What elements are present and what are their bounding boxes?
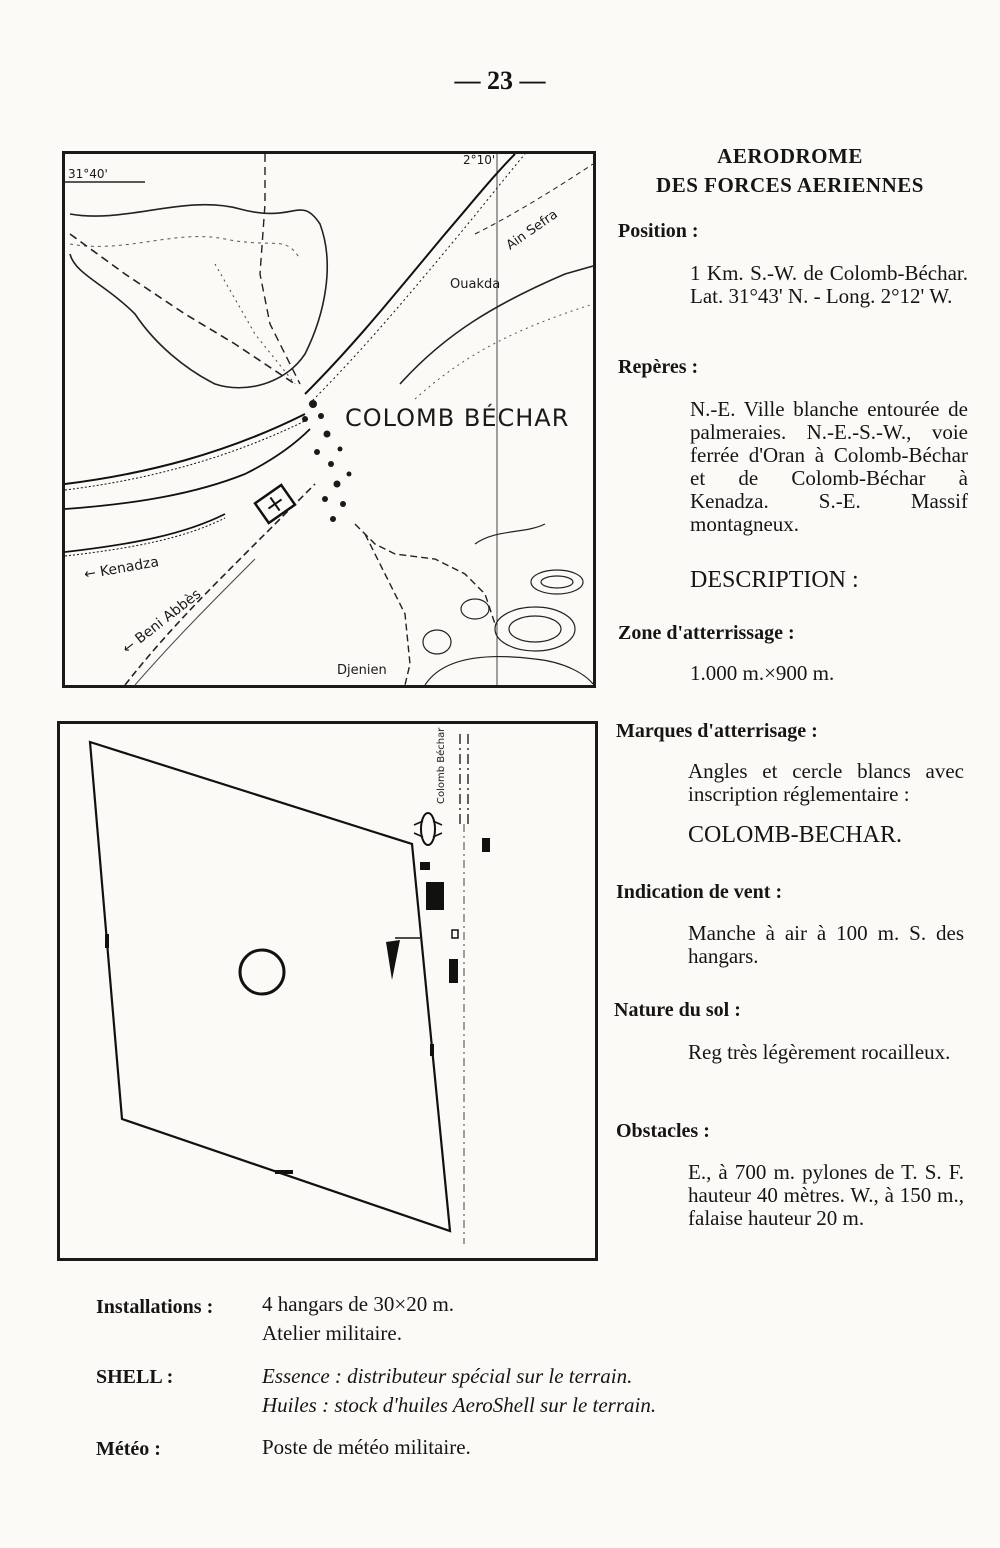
ain-sefra-label: Ain Sefra	[503, 207, 561, 254]
zone-heading: Zone d'atterrissage :	[618, 622, 795, 644]
vent-heading: Indication de vent :	[616, 881, 783, 903]
beni-abbes-label: ← Beni Abbès	[119, 586, 205, 658]
installations-label: Installations :	[96, 1296, 214, 1318]
title-line-1: AERODROME	[717, 144, 863, 168]
reperes-heading: Repères :	[618, 356, 699, 378]
vent-text: Manche à air à 100 m. S. des hangars.	[688, 921, 964, 968]
shell-line-2: Huiles : stock d'huiles AeroShell sur le terrain.	[262, 1393, 657, 1417]
meteo-label: Météo :	[96, 1438, 161, 1460]
meteo-text: Poste de météo militaire.	[262, 1435, 471, 1459]
road-label: Colomb Béchar	[436, 727, 447, 804]
installations-line-1: 4 hangars de 30×20 m.	[262, 1292, 455, 1316]
reperes-text: N.-E. Ville blanche entourée de palmeraies. N.-E.-S.-W., voie ferrée d'Oran à Colomb-Béchar et de Colomb-Béchar à Kenadza. S.-E. Massif montagneux.	[690, 397, 968, 536]
description-heading: DESCRIPTION :	[690, 567, 859, 593]
latitude-label: 31°40'	[68, 167, 108, 181]
marques-inscription: COLOMB-BECHAR.	[688, 822, 903, 848]
marques-heading: Marques d'atterrisage :	[616, 720, 818, 742]
djenien-label: Djenien	[337, 663, 387, 678]
longitude-label: 2°10'	[463, 154, 496, 167]
position-text: 1 Km. S.-W. de Colomb-Béchar. Lat. 31°43' N. - Long. 2°12' W.	[690, 261, 968, 308]
aerodrome-symbol	[255, 485, 295, 523]
ouakda-label: Ouakda	[450, 277, 501, 292]
page-number: — 23 —	[454, 66, 546, 95]
position-heading: Position :	[618, 220, 699, 242]
kenadza-label: ← Kenadza	[82, 554, 161, 583]
aircraft-icon	[414, 813, 442, 845]
landing-zone-outline	[90, 742, 450, 1231]
windsock-icon	[386, 938, 420, 980]
aerodrome-plan	[57, 721, 598, 1261]
obstacles-text: E., à 700 m. pylones de T. S. F. hauteur 40 mètres. W., à 150 m., falaise hauteur 20 m.	[688, 1160, 964, 1230]
installations-line-2: Atelier militaire.	[262, 1321, 402, 1345]
title-line-2: DES FORCES AERIENNES	[656, 173, 924, 197]
city-label: COLOMB BÉCHAR	[345, 404, 570, 432]
obstacles-heading: Obstacles :	[616, 1120, 710, 1142]
marques-text: Angles et cercle blancs avec inscription réglementaire :	[688, 759, 964, 806]
sol-text: Reg très légèrement rocailleux.	[688, 1040, 951, 1064]
sol-heading: Nature du sol :	[614, 999, 741, 1021]
zone-text: 1.000 m.×900 m.	[690, 661, 835, 685]
landing-circle	[240, 950, 284, 994]
location-map	[62, 151, 596, 688]
shell-line-1: Essence : distributeur spécial sur le terrain.	[262, 1364, 633, 1388]
shell-label: SHELL :	[96, 1366, 174, 1388]
